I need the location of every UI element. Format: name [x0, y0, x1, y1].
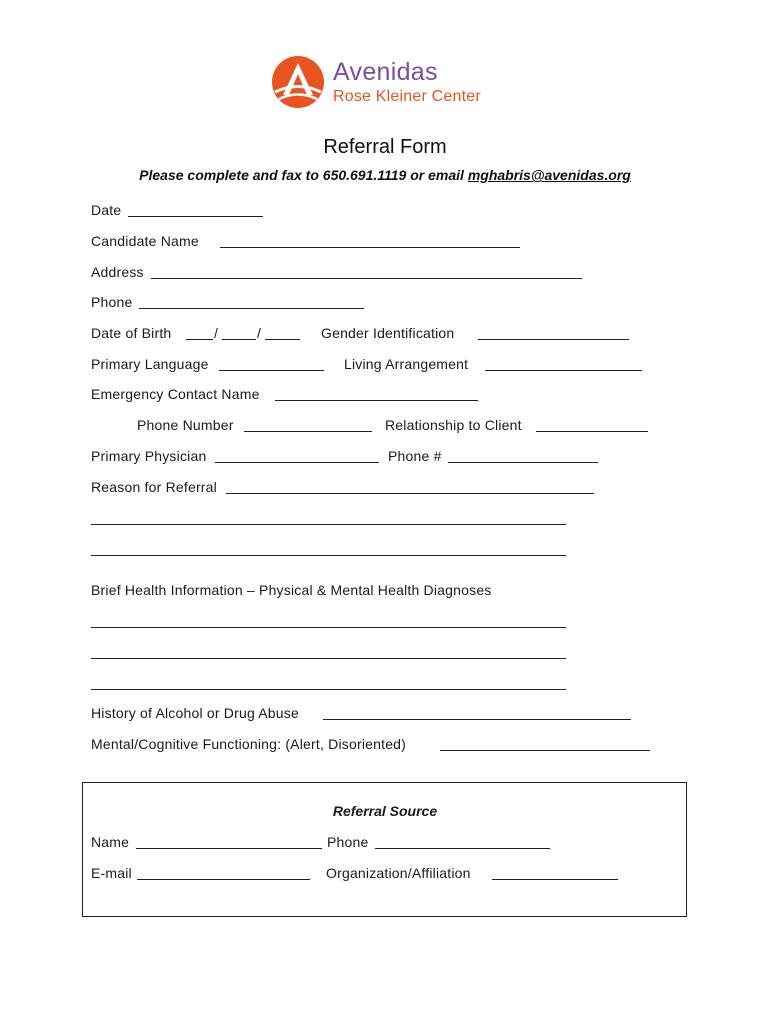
health-information-line-3[interactable] — [91, 689, 566, 690]
address-label: Address — [91, 264, 144, 280]
primary-physician-field[interactable] — [215, 462, 379, 463]
dob-day-field[interactable] — [222, 339, 256, 340]
phone-number-label: Phone Number — [137, 417, 234, 433]
source-name-label: Name — [91, 834, 130, 850]
gender-identification-label: Gender Identification — [321, 325, 455, 341]
health-information-line-2[interactable] — [91, 658, 566, 659]
phone-label: Phone — [91, 294, 133, 310]
dob-separator: / — [257, 325, 262, 341]
relationship-to-client-field[interactable] — [536, 431, 648, 432]
address-field[interactable] — [151, 278, 582, 279]
page-title: Referral Form — [323, 136, 447, 158]
primary-language-field[interactable] — [219, 370, 324, 371]
reason-for-referral-label: Reason for Referral — [91, 479, 217, 495]
date-field[interactable] — [128, 216, 263, 217]
reason-for-referral-field[interactable] — [226, 493, 594, 494]
primary-physician-label: Primary Physician — [91, 448, 207, 464]
health-information-line-1[interactable] — [91, 627, 566, 628]
avenidas-a-logo-icon — [271, 55, 325, 109]
physician-phone-label: Phone # — [388, 448, 442, 464]
logo-subtitle: Rose Kleiner Center — [333, 88, 481, 105]
living-arrangement-field[interactable] — [485, 370, 642, 371]
date-label: Date — [91, 202, 122, 218]
source-phone-label: Phone — [327, 834, 369, 850]
gender-identification-field[interactable] — [478, 339, 629, 340]
mental-cognitive-field[interactable] — [440, 750, 650, 751]
dob-year-field[interactable] — [265, 339, 300, 340]
emergency-contact-name-field[interactable] — [275, 400, 478, 401]
reason-for-referral-line-2[interactable] — [91, 524, 566, 525]
relationship-to-client-label: Relationship to Client — [385, 417, 522, 433]
history-alcohol-drug-label: History of Alcohol or Drug Abuse — [91, 705, 299, 721]
physician-phone-field[interactable] — [448, 462, 598, 463]
candidate-name-field[interactable] — [220, 247, 520, 248]
emergency-phone-number-field[interactable] — [244, 431, 372, 432]
date-of-birth-label: Date of Birth — [91, 325, 172, 341]
source-name-field[interactable] — [136, 848, 322, 849]
brief-health-information-label: Brief Health Information – Physical & Mental Health Diagnoses — [91, 582, 492, 598]
dob-month-field[interactable] — [186, 339, 213, 340]
source-organization-field[interactable] — [492, 879, 618, 880]
dob-separator: / — [214, 325, 219, 341]
instructions-text: Please complete and fax to 650.691.1119 or email — [139, 167, 468, 183]
history-alcohol-drug-field[interactable] — [323, 719, 631, 720]
source-email-field[interactable] — [137, 879, 310, 880]
emergency-contact-name-label: Emergency Contact Name — [91, 386, 260, 402]
primary-language-label: Primary Language — [91, 356, 209, 372]
source-email-label: E-mail — [91, 865, 132, 881]
instructions — [0, 167, 770, 183]
referral-source-title: Referral Source — [332, 803, 438, 819]
living-arrangement-label: Living Arrangement — [344, 356, 469, 372]
reason-for-referral-line-3[interactable] — [91, 555, 566, 556]
logo-name: Avenidas — [333, 58, 438, 86]
source-phone-field[interactable] — [375, 848, 550, 849]
mental-cognitive-label: Mental/Cognitive Functioning: (Alert, Disoriented) — [91, 736, 407, 752]
candidate-name-label: Candidate Name — [91, 233, 199, 249]
source-organization-label: Organization/Affiliation — [326, 865, 471, 881]
phone-field[interactable] — [139, 308, 364, 309]
email-link[interactable]: mghabris@avenidas.org — [467, 167, 631, 183]
